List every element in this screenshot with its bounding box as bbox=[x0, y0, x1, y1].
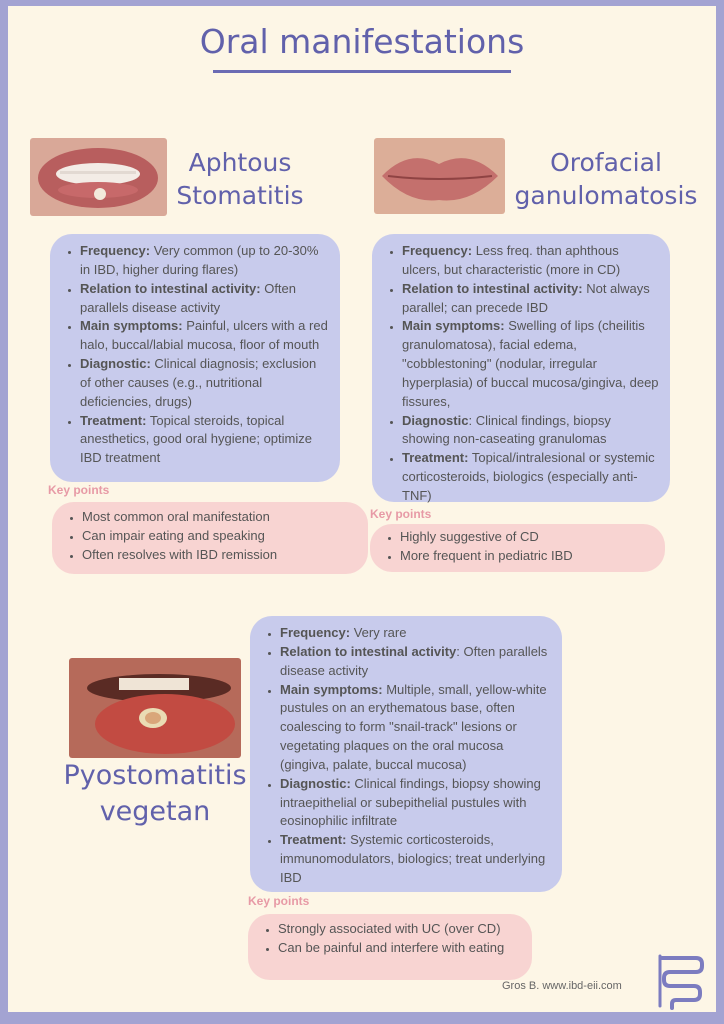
list-item: • Can impair eating and speaking bbox=[82, 527, 358, 546]
title-underline bbox=[213, 70, 511, 73]
info-card-pyostomatitis bbox=[250, 616, 562, 892]
list-item: • Relation to intestinal activity: Often parallels disease activity bbox=[280, 643, 552, 681]
key-points-label: Key points bbox=[248, 894, 310, 908]
list-item: • Main symptoms: Painful, ulcers with a red halo, buccal/labial mucosa, floor of mouth bbox=[80, 317, 330, 355]
list-item: • Highly suggestive of CD bbox=[400, 528, 655, 547]
list-item: • Main symptoms: Multiple, small, yellow-white pustules on an erythematous base, often coalescing to form "snail-track" lesions or vegetating plaques on the oral mucosa (gingiva, palate, buccal mucosa) bbox=[280, 681, 552, 775]
list-item: • Diagnostic: Clinical diagnosis; exclusion of other causes (e.g., nutritional deficiencies, drugs) bbox=[80, 355, 330, 412]
list-item: • Most common oral manifestation bbox=[82, 508, 358, 527]
list-item: • Frequency: Very common (up to 20-30% in IBD, higher during flares) bbox=[80, 242, 330, 280]
key-points-label: Key points bbox=[370, 507, 432, 521]
list-item: • Can be painful and interfere with eating bbox=[278, 939, 522, 958]
list-item: • Relation to intestinal activity: Often parallels disease activity bbox=[80, 280, 330, 318]
section-heading-orofacial: Orofacial ganulomatosis bbox=[514, 148, 698, 210]
list-item: • Treatment: Topical/intralesional or systemic corticosteroids, biologics (especially anti-TNF) bbox=[402, 449, 660, 506]
mouth-ulcer-photo bbox=[30, 138, 167, 216]
list-item: • Strongly associated with UC (over CD) bbox=[278, 920, 522, 939]
list-item: • Often resolves with IBD remission bbox=[82, 546, 358, 565]
lip-pustules-photo bbox=[69, 658, 241, 758]
key-points-label: Key points bbox=[48, 483, 110, 497]
list-item: • Frequency: Less freq. than aphthous ulcers, but characteristic (more in CD) bbox=[402, 242, 660, 280]
list-item: • Diagnostic: Clinical findings, biopsy showing intraepithelial or subepithelial pustules with eosinophilic infiltrate bbox=[280, 775, 552, 832]
list-item: • Frequency: Very rare bbox=[280, 624, 552, 643]
info-card-aphthous bbox=[50, 234, 340, 482]
section-heading-pyostomatitis: Pyostomatitis vegetan bbox=[63, 760, 247, 827]
infographic-page bbox=[8, 6, 716, 1012]
footer-credit: Gros B. www.ibd-eii.com bbox=[502, 980, 622, 992]
key-points-card-orofacial bbox=[370, 524, 665, 572]
page-title: Oral manifestations bbox=[199, 22, 525, 61]
key-points-card-aphthous bbox=[52, 502, 368, 574]
swollen-lips-photo bbox=[374, 138, 505, 214]
list-item: • More frequent in pediatric IBD bbox=[400, 547, 655, 566]
info-card-orofacial bbox=[372, 234, 670, 502]
intestine-logo-icon bbox=[656, 952, 706, 1010]
list-item: • Relation to intestinal activity: Not always parallel; can precede IBD bbox=[402, 280, 660, 318]
list-item: • Diagnostic: Clinical findings, biopsy showing non-caseating granulomas bbox=[402, 412, 660, 450]
key-points-card-pyostomatitis bbox=[248, 914, 532, 980]
list-item: • Treatment: Systemic corticosteroids, immunomodulators, biologics; treat underlying IBD bbox=[280, 831, 552, 888]
list-item: • Main symptoms: Swelling of lips (cheilitis granulomatosa), facial edema, "cobblestoning" (nodular, irregular hyperplasia) of buccal mucosa/gingiva, deep fissures, bbox=[402, 317, 660, 411]
section-heading-aphthous: Aphtous Stomatitis bbox=[176, 148, 304, 210]
list-item: • Treatment: Topical steroids, topical anesthetics, good oral hygiene; optimize IBD treatment bbox=[80, 412, 330, 469]
